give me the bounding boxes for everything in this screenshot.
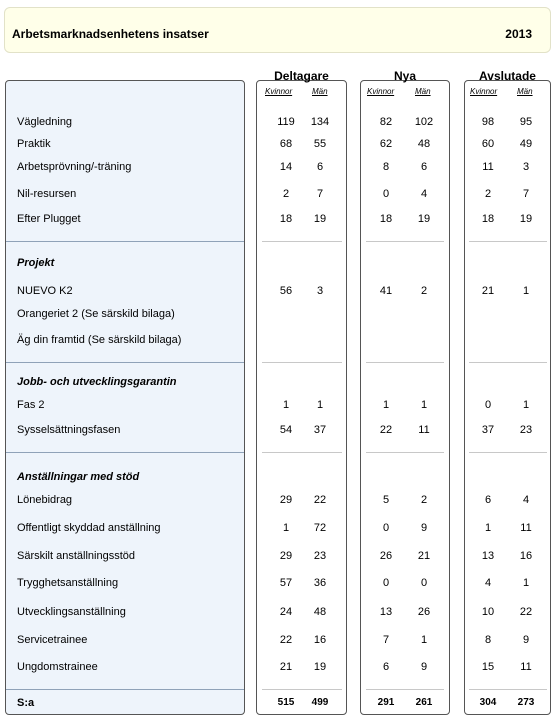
row-label: Äg din framtid (Se särskild bilaga) xyxy=(17,334,182,346)
value-cell: 16 xyxy=(313,634,327,646)
section-divider xyxy=(6,689,244,690)
value-cell: 0 xyxy=(382,522,390,534)
value-cell: 24 xyxy=(279,606,293,618)
total-cell: 515 xyxy=(277,697,295,708)
column-divider xyxy=(262,452,342,453)
column-divider xyxy=(366,689,444,690)
value-cell: 62 xyxy=(379,138,393,150)
value-cell: 19 xyxy=(313,661,327,673)
value-cell: 22 xyxy=(313,494,327,506)
row-label: Arbetsprövning/-träning xyxy=(17,161,132,173)
value-cell: 48 xyxy=(417,138,431,150)
value-cell: 18 xyxy=(279,213,293,225)
subheader-man: Män xyxy=(415,87,431,96)
row-label: Praktik xyxy=(17,138,51,150)
value-cell: 102 xyxy=(414,116,434,128)
value-cell: 26 xyxy=(379,550,393,562)
row-label: Offentligt skyddad anställning xyxy=(17,522,161,534)
value-cell: 41 xyxy=(379,285,393,297)
row-label: Lönebidrag xyxy=(17,494,73,506)
value-cell: 22 xyxy=(279,634,293,646)
value-cell: 55 xyxy=(313,138,327,150)
value-cell: 4 xyxy=(484,577,492,589)
value-cell: 21 xyxy=(481,285,495,297)
section-divider xyxy=(6,452,244,453)
report-header xyxy=(4,7,551,53)
column-divider xyxy=(469,241,547,242)
report-title: Arbetsmarknadsenhetens insatser xyxy=(12,27,209,41)
value-cell: 9 xyxy=(522,634,530,646)
value-cell: 95 xyxy=(519,116,533,128)
row-label: Nil-resursen xyxy=(17,188,77,200)
value-cell: 54 xyxy=(279,424,293,436)
value-cell: 11 xyxy=(482,161,494,173)
value-cell: 29 xyxy=(279,550,293,562)
value-cell: 11 xyxy=(520,661,532,673)
column-divider xyxy=(262,689,342,690)
value-cell: 19 xyxy=(313,213,327,225)
value-cell: 18 xyxy=(481,213,495,225)
group-header-deltagare: Deltagare xyxy=(274,69,329,83)
column-divider xyxy=(262,362,342,363)
value-cell: 0 xyxy=(382,188,390,200)
value-cell: 9 xyxy=(420,661,428,673)
value-cell: 3 xyxy=(522,161,530,173)
value-cell: 7 xyxy=(382,634,390,646)
value-cell: 1 xyxy=(316,399,324,411)
value-cell: 21 xyxy=(417,550,431,562)
subheader-kvinnor: Kvinnor xyxy=(265,87,293,96)
value-cell: 0 xyxy=(382,577,390,589)
value-cell: 1 xyxy=(420,399,428,411)
total-cell: 261 xyxy=(415,697,433,708)
value-cell: 8 xyxy=(484,634,492,646)
value-cell: 5 xyxy=(382,494,390,506)
labels-panel xyxy=(5,80,245,715)
value-cell: 6 xyxy=(484,494,492,506)
column-divider xyxy=(469,452,547,453)
value-cell: 1 xyxy=(282,399,290,411)
value-cell: 36 xyxy=(313,577,327,589)
row-label: Särskilt anställningsstöd xyxy=(17,550,136,562)
row-label: Efter Plugget xyxy=(17,213,81,225)
value-cell: 19 xyxy=(519,213,533,225)
value-cell: 56 xyxy=(279,285,293,297)
value-cell: 0 xyxy=(484,399,492,411)
value-cell: 26 xyxy=(417,606,431,618)
column-divider xyxy=(366,452,444,453)
value-cell: 98 xyxy=(481,116,495,128)
value-cell: 37 xyxy=(313,424,327,436)
section-header: Anställningar med stöd xyxy=(17,471,140,483)
value-cell: 15 xyxy=(481,661,495,673)
value-cell: 1 xyxy=(522,399,530,411)
value-cell: 11 xyxy=(418,424,430,436)
subheader-man: Män xyxy=(312,87,328,96)
value-cell: 21 xyxy=(279,661,293,673)
total-cell: 304 xyxy=(479,697,497,708)
value-cell: 4 xyxy=(420,188,428,200)
value-cell: 2 xyxy=(282,188,290,200)
value-cell: 9 xyxy=(420,522,428,534)
value-cell: 1 xyxy=(420,634,428,646)
report-year: 2013 xyxy=(505,27,532,41)
group-header-avslutade: Avslutade xyxy=(479,69,536,83)
total-cell: 273 xyxy=(517,697,535,708)
row-label: Trygghetsanställning xyxy=(17,577,119,589)
section-header: Projekt xyxy=(17,257,55,269)
subheader-kvinnor: Kvinnor xyxy=(367,87,395,96)
value-cell: 13 xyxy=(379,606,393,618)
total-cell: 291 xyxy=(377,697,395,708)
value-cell: 1 xyxy=(522,285,530,297)
value-cell: 16 xyxy=(519,550,533,562)
value-cell: 29 xyxy=(279,494,293,506)
column-divider xyxy=(262,241,342,242)
value-cell: 49 xyxy=(519,138,533,150)
value-cell: 2 xyxy=(420,494,428,506)
value-cell: 7 xyxy=(316,188,324,200)
value-cell: 60 xyxy=(481,138,495,150)
column-divider xyxy=(469,689,547,690)
value-cell: 134 xyxy=(310,116,330,128)
row-label: Ungdomstrainee xyxy=(17,661,98,673)
row-label: Servicetrainee xyxy=(17,634,88,646)
value-cell: 18 xyxy=(379,213,393,225)
value-cell: 7 xyxy=(522,188,530,200)
value-cell: 0 xyxy=(420,577,428,589)
value-cell: 4 xyxy=(522,494,530,506)
row-label: Sysselsättningsfasen xyxy=(17,424,121,436)
deltagare-column-panel xyxy=(256,80,347,715)
value-cell: 23 xyxy=(313,550,327,562)
section-divider xyxy=(6,241,244,242)
value-cell: 6 xyxy=(382,661,390,673)
value-cell: 57 xyxy=(279,577,293,589)
value-cell: 8 xyxy=(382,161,390,173)
value-cell: 3 xyxy=(316,285,324,297)
value-cell: 1 xyxy=(484,522,492,534)
value-cell: 2 xyxy=(420,285,428,297)
column-divider xyxy=(366,362,444,363)
nya-column-panel xyxy=(360,80,450,715)
value-cell: 48 xyxy=(313,606,327,618)
value-cell: 6 xyxy=(420,161,428,173)
subheader-kvinnor: Kvinnor xyxy=(470,87,498,96)
section-header: Jobb- och utvecklingsgarantin xyxy=(17,376,177,388)
value-cell: 1 xyxy=(522,577,530,589)
column-divider xyxy=(469,362,547,363)
value-cell: 11 xyxy=(520,522,532,534)
row-label: Orangeriet 2 (Se särskild bilaga) xyxy=(17,308,175,320)
row-label: Utvecklingsanställning xyxy=(17,606,126,618)
value-cell: 2 xyxy=(484,188,492,200)
value-cell: 72 xyxy=(313,522,327,534)
row-label: Fas 2 xyxy=(17,399,45,411)
value-cell: 22 xyxy=(519,606,533,618)
value-cell: 82 xyxy=(379,116,393,128)
value-cell: 37 xyxy=(481,424,495,436)
section-divider xyxy=(6,362,244,363)
value-cell: 23 xyxy=(519,424,533,436)
value-cell: 22 xyxy=(379,424,393,436)
subheader-man: Män xyxy=(517,87,533,96)
total-label: S:a xyxy=(17,697,35,709)
value-cell: 14 xyxy=(279,161,293,173)
row-label: NUEVO K2 xyxy=(17,285,73,297)
group-header-nya: Nya xyxy=(393,69,416,83)
value-cell: 6 xyxy=(316,161,324,173)
value-cell: 1 xyxy=(282,522,290,534)
value-cell: 19 xyxy=(417,213,431,225)
value-cell: 13 xyxy=(481,550,495,562)
value-cell: 10 xyxy=(481,606,495,618)
value-cell: 68 xyxy=(279,138,293,150)
avslutade-column-panel xyxy=(464,80,551,715)
value-cell: 1 xyxy=(382,399,390,411)
column-divider xyxy=(366,241,444,242)
row-label: Vägledning xyxy=(17,116,73,128)
value-cell: 119 xyxy=(277,116,295,128)
total-cell: 499 xyxy=(311,697,329,708)
